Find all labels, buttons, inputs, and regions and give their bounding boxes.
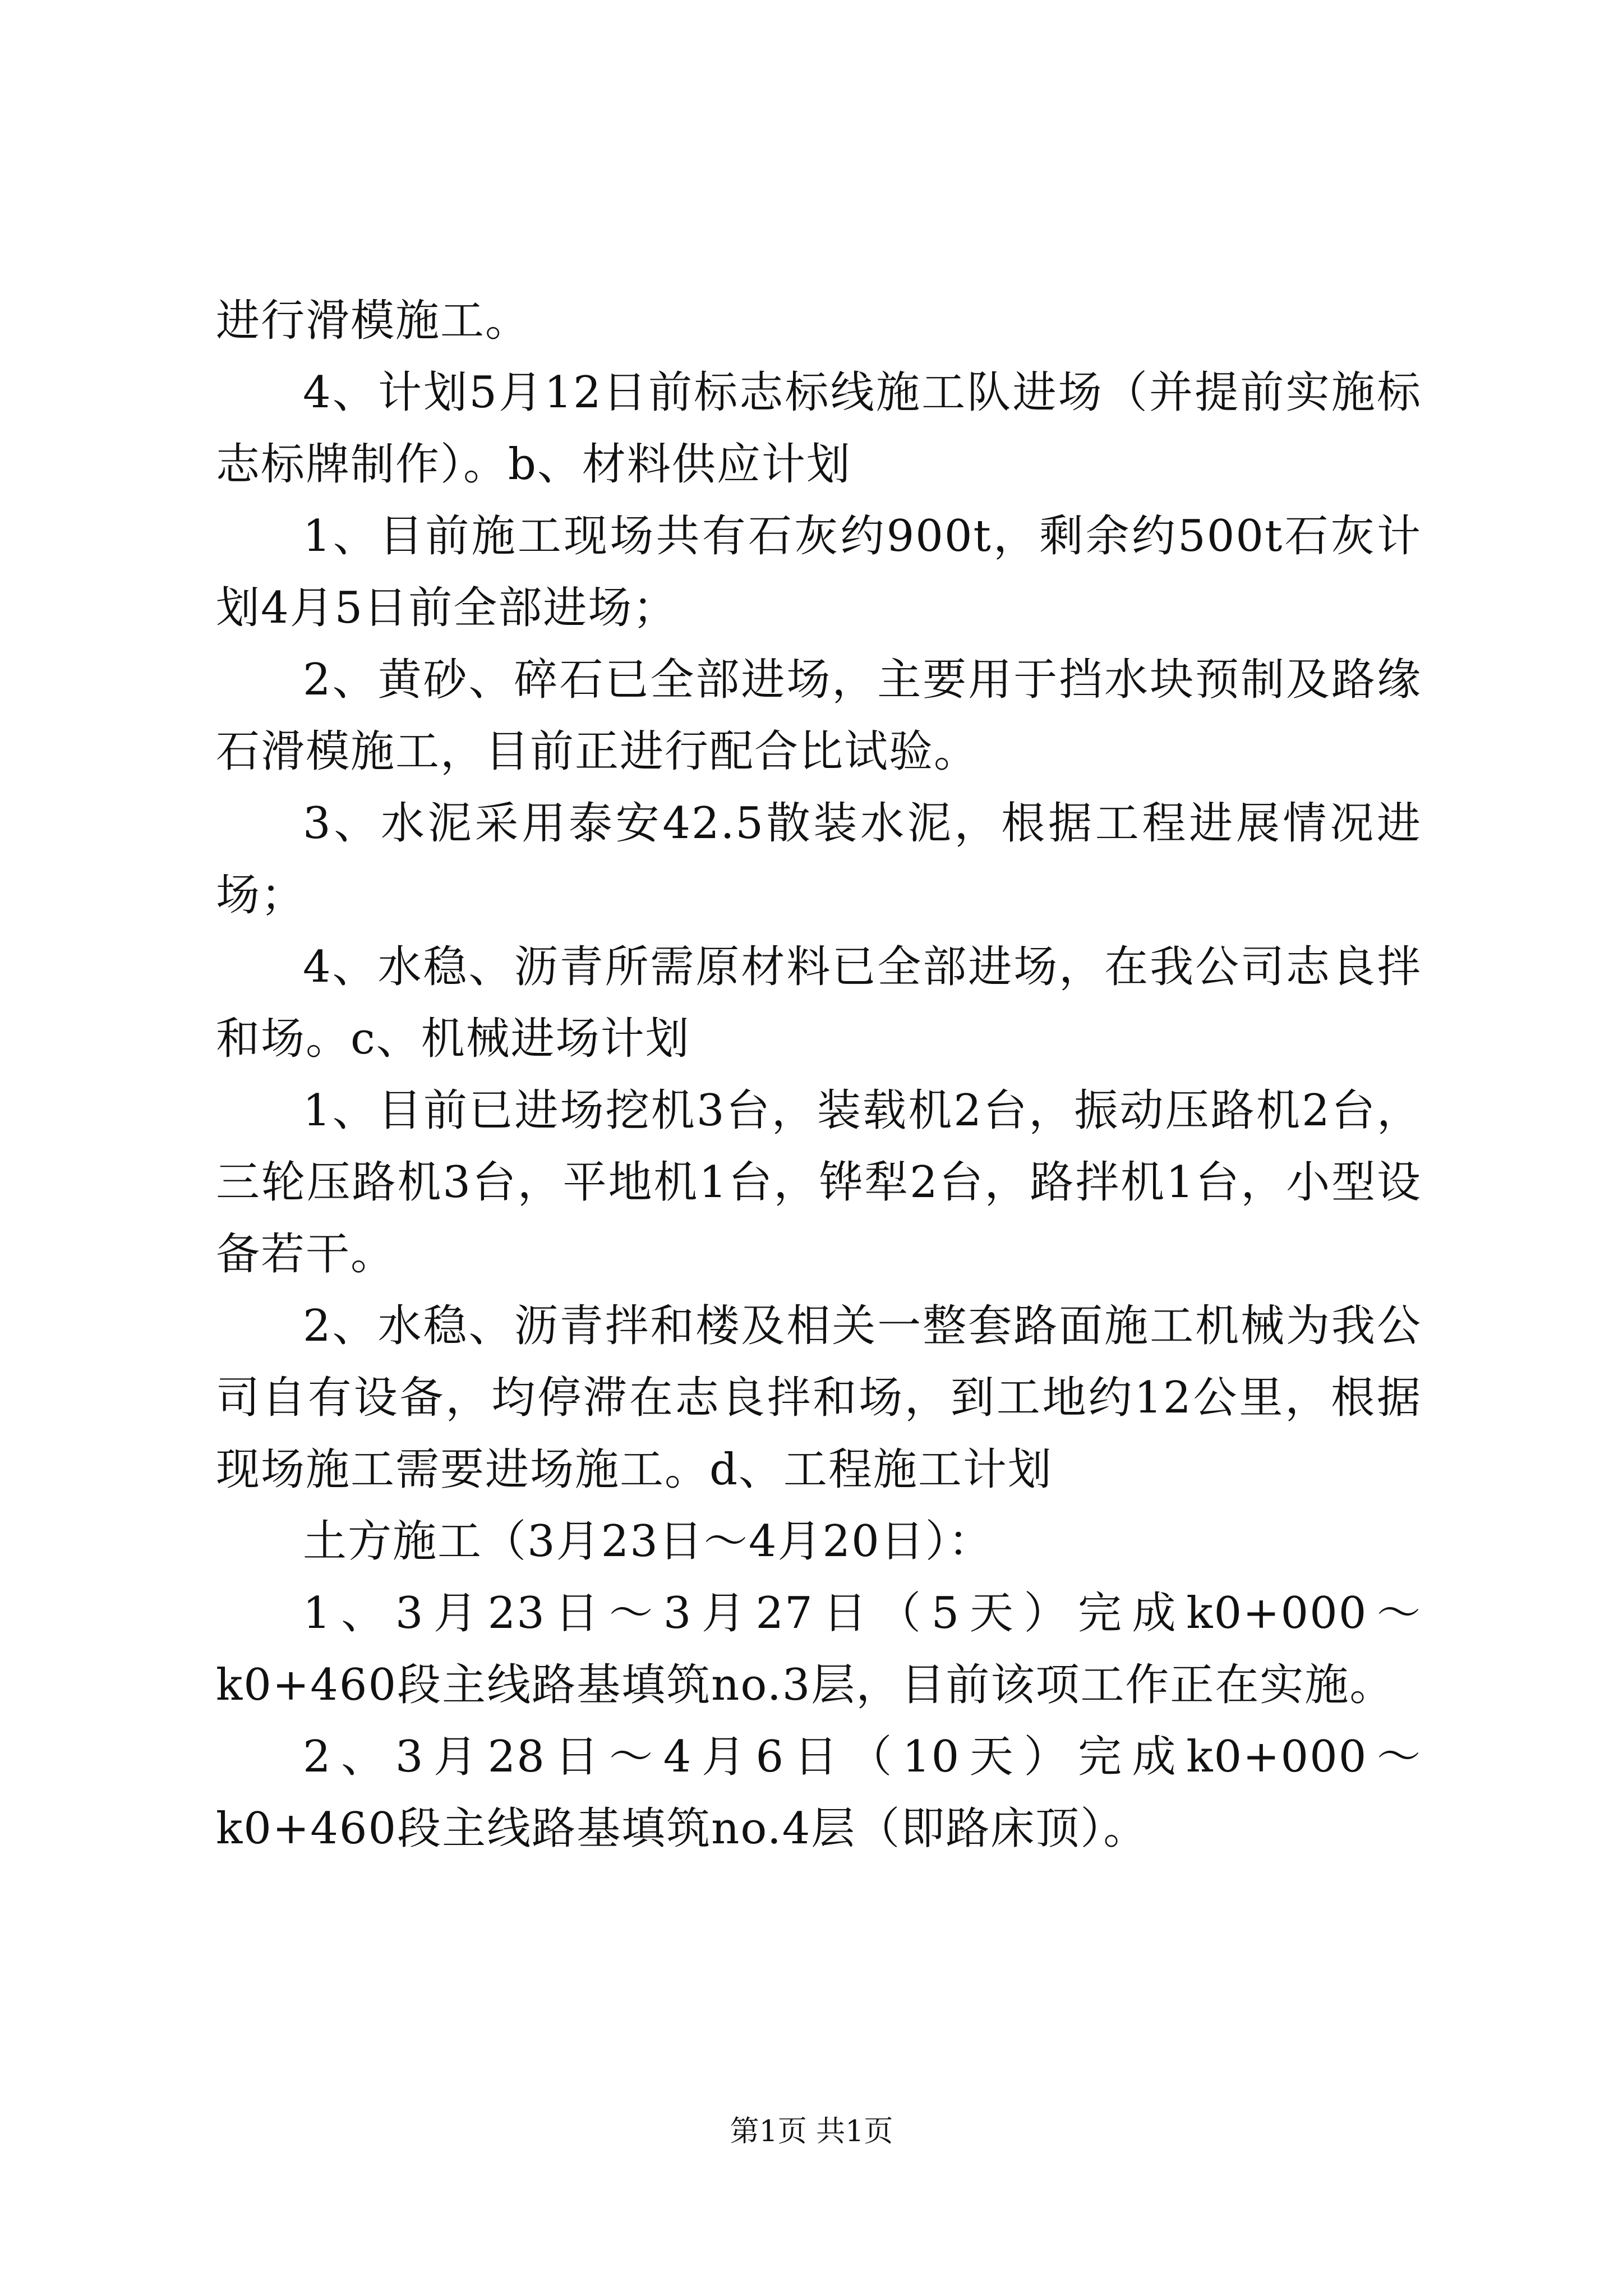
paragraph-8: 2、水稳、沥青拌和楼及相关一整套路面施工机械为我公司自有设备，均停滞在志良拌和场，到工地约12公里，根据现场施工需要进场施工。d、工程施工计划 bbox=[216, 1301, 1422, 1495]
paragraph-5: 3、水泥采用泰安42.5散装水泥，根据工程进展情况进场； bbox=[216, 798, 1422, 921]
page-footer: 第1页 共1页 bbox=[730, 2115, 893, 2148]
paragraph-9: 土方施工（3月23日～4月20日）： bbox=[303, 1516, 993, 1567]
paragraph-10: 1、3月23日～3月27日（5天）完成k0+000～k0+460段主线路基填筑no.3层，目前该项工作正在实施。 bbox=[216, 1588, 1422, 1710]
paragraph-7: 1、目前已进场挖机3台，装载机2台，振动压路机2台，三轮压路机3台，平地机1台，铧犁2台，路拌机1台，小型设备若干。 bbox=[216, 1085, 1422, 1280]
paragraph-4: 2、黄砂、碎石已全部进场，主要用于挡水块预制及路缘石滑模施工，目前正进行配合比试验。 bbox=[216, 655, 1422, 777]
paragraph-3: 1、目前施工现场共有石灰约900t，剩余约500t石灰计划4月5日前全部进场； bbox=[216, 511, 1422, 633]
paragraph-2: 4、计划5月12日前标志标线施工队进场（并提前实施标志标牌制作）。b、材料供应计划 bbox=[216, 367, 1422, 490]
paragraph-6: 4、水稳、沥青所需原材料已全部进场，在我公司志良拌和场。c、机械进场计划 bbox=[216, 942, 1422, 1064]
paragraph-1: 进行滑模施工。 bbox=[216, 296, 531, 346]
paragraph-11: 2、3月28日～4月6日（10天）完成k0+000～k0+460段主线路基填筑no.4层（即路床顶）。 bbox=[216, 1732, 1422, 1854]
document-body bbox=[216, 285, 1422, 1865]
